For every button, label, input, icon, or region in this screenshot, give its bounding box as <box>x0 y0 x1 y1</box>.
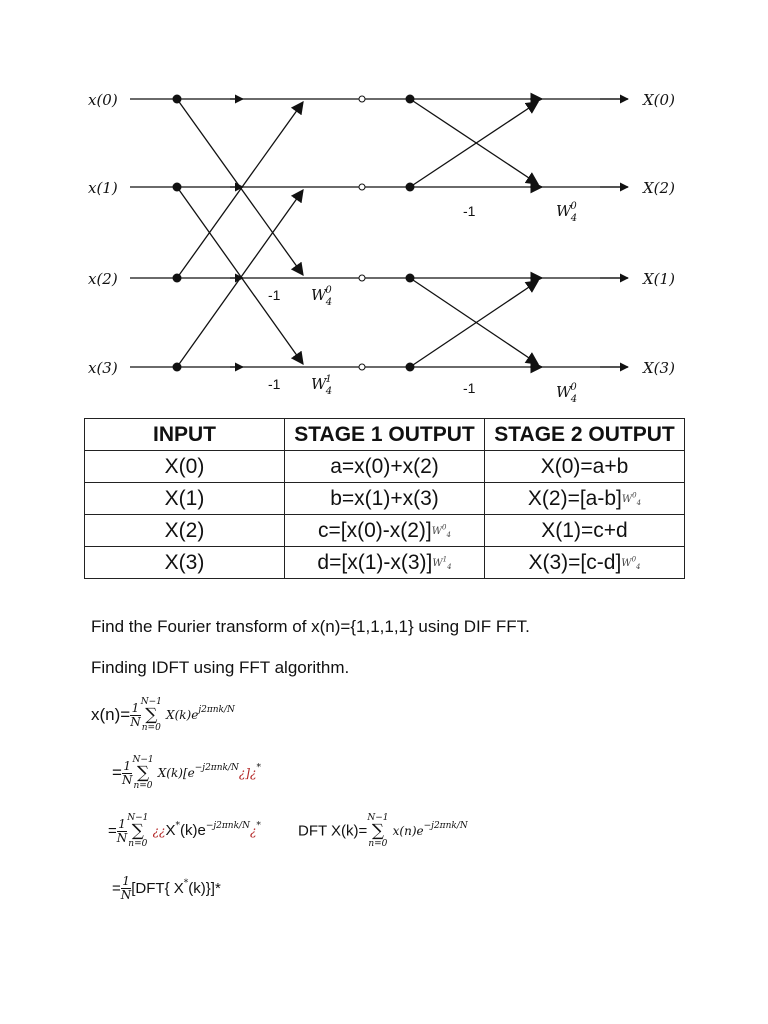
cell-stage2: $X(2)=[a-b]W^0_4$ <box>485 483 685 515</box>
table-header-row <box>85 419 685 451</box>
cell-input: X(3) <box>85 547 285 579</box>
cell-input: X(2) <box>85 515 285 547</box>
equation-3: = $\frac{1}{N}N-1$ ∑ n=0 ¿¿$X^*(k)e^{-j2\pi nk/N}¿^*$ <box>108 813 261 849</box>
header-input: INPUT <box>85 419 285 451</box>
equation-2: = $\frac{1}{N}N-1$ ∑ n=0 $X(k)[e^{-j2\pi nk/N}¿]¿^*$ <box>112 755 261 791</box>
cell-stage1: $d=[x(1)-x(3)]W^1_4$ <box>285 547 485 579</box>
cell-input: X(0) <box>85 451 285 483</box>
table-row <box>85 515 685 547</box>
output-label-0: X(0) <box>643 91 675 109</box>
question-text: Find the Fourier transform of x(n)={1,1,1,1} using DIF FFT. <box>91 617 530 636</box>
cell-stage1: b=x(1)+x(3) <box>285 483 485 515</box>
equation-1: x(n)= $\frac{1}{N}N-1$ ∑ n=0 $X(k)e^{j2\pi nk/N}$ <box>91 697 235 733</box>
cell-stage1: $c=[x(0)-x(2)]W^0_4$ <box>285 515 485 547</box>
input-label-1: x(1) <box>88 179 118 197</box>
twiddle-factor: $W^1_4$ <box>432 555 452 571</box>
stage2-twiddle-b: W0 4 <box>556 382 578 405</box>
header-stage2: STAGE 2 OUTPUT <box>485 419 685 451</box>
dft-equation: DFT X(k)=N−1 ∑ n=0 $x(n)e^{-j2\pi nk/N}$ <box>298 813 468 849</box>
stage2-twiddle-a: W0 4 <box>556 201 578 224</box>
table-row <box>85 451 685 483</box>
cell-stage2: X(1)=c+d <box>485 515 685 547</box>
table-row <box>85 547 685 579</box>
cell-stage1: a=x(0)+x(2) <box>285 451 485 483</box>
cell-input: X(1) <box>85 483 285 515</box>
twiddle-factor: $W^0_4$ <box>431 523 451 539</box>
header-stage1: STAGE 1 OUTPUT <box>285 419 485 451</box>
butterfly-diagram <box>0 0 768 410</box>
input-label-0: x(0) <box>88 91 118 109</box>
table-row <box>85 483 685 515</box>
stage2-factor-a: -1 <box>463 203 476 219</box>
cell-stage2: $X(3)=[c-d]W^0_4$ <box>485 547 685 579</box>
output-label-1: X(2) <box>643 179 675 197</box>
stage1-twiddle-b: W1 4 <box>311 374 333 397</box>
idft-heading: Finding IDFT using FFT algorithm. <box>91 658 350 677</box>
stage1-twiddle-a: W0 4 <box>311 285 333 308</box>
input-label-2: x(2) <box>88 270 118 288</box>
output-label-3: X(3) <box>643 359 675 377</box>
fft-stage-table <box>84 418 685 579</box>
stage2-factor-b: -1 <box>463 380 476 396</box>
input-label-3: x(3) <box>88 359 118 377</box>
stage1-factor-a: -1 <box>268 287 281 303</box>
twiddle-factor: $W^0_4$ <box>621 491 642 507</box>
equation-4: = $\frac{1}{N}[DFT${ X*(k)}]* <box>112 874 221 902</box>
stage1-factor-b: -1 <box>268 376 281 392</box>
twiddle-factor: $W^0_4$ <box>621 555 641 571</box>
cell-stage2: X(0)=a+b <box>485 451 685 483</box>
output-label-2: X(1) <box>643 270 675 288</box>
